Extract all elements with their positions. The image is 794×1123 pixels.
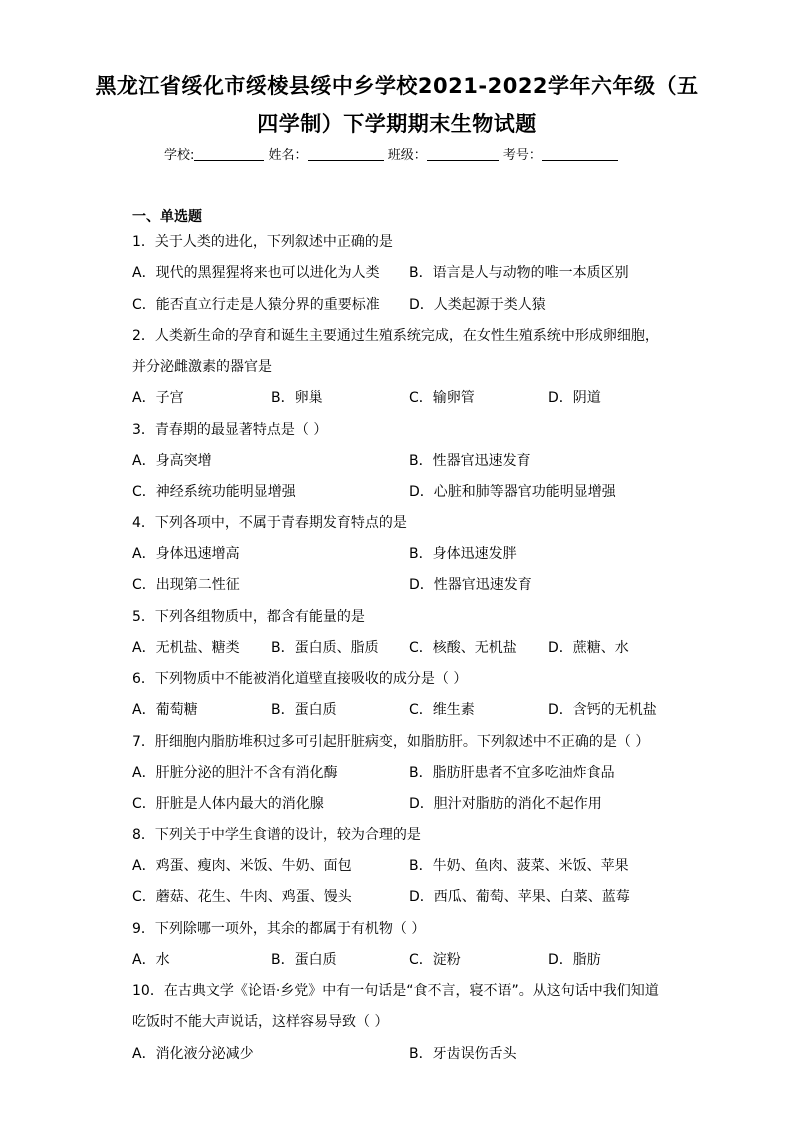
- option-a: A．水: [132, 952, 170, 968]
- option-b: B．蛋白质: [271, 952, 337, 968]
- option-c: C．蘑菇、花生、牛肉、鸡蛋、馒头: [132, 889, 352, 905]
- question-stem: 3．青春期的最显著特点是（ ）: [132, 422, 328, 438]
- option-b: B．身体迅速发胖: [409, 546, 517, 562]
- exam-no-label: 考号：: [502, 148, 542, 163]
- title-line-1: 黑龙江省绥化市绥棱县绥中乡学校2021-2022学年六年级（五: [95, 74, 699, 98]
- option-a: A．肝脏分泌的胆汁不含有消化酶: [132, 765, 338, 781]
- option-d: D．人类起源于类人猿: [409, 297, 546, 313]
- question-stem: 1．关于人类的进化，下列叙述中正确的是: [132, 234, 393, 250]
- option-b: B．卵巢: [271, 390, 323, 406]
- option-c: C．核酸、无机盐: [409, 640, 517, 656]
- option-a: A．鸡蛋、瘦肉、米饭、牛奶、面包: [132, 858, 352, 874]
- name-blank: [308, 147, 384, 161]
- question-stem: 6．下列物质中不能被消化道壁直接吸收的成分是（ ）: [132, 671, 468, 687]
- option-b: B．蛋白质: [271, 702, 337, 718]
- question-stem-continued: 吃饭时不能大声说话，这样容易导致（ ）: [132, 1014, 389, 1030]
- option-c: C．出现第二性征: [132, 577, 240, 593]
- question-stem: 9．下列除哪一项外，其余的都属于有机物（ ）: [132, 921, 426, 937]
- option-d: D．心脏和肺等器官功能明显增强: [409, 484, 616, 500]
- option-a: A．葡萄糖: [132, 702, 198, 718]
- option-b: B．牛奶、鱼肉、菠菜、米饭、苹果: [409, 858, 629, 874]
- option-b: B．脂肪肝患者不宜多吃油炸食品: [409, 765, 615, 781]
- class-blank: [427, 147, 499, 161]
- name-label: 姓名：: [268, 148, 308, 163]
- title-line-2: 四学制）下学期期末生物试题: [257, 112, 537, 136]
- option-d: D．胆汁对脂肪的消化不起作用: [409, 796, 602, 812]
- option-a: A．无机盐、糖类: [132, 640, 240, 656]
- option-d: D．阴道: [548, 390, 601, 406]
- exam-no-blank: [542, 147, 618, 161]
- option-c: C．肝脏是人体内最大的消化腺: [132, 796, 324, 812]
- option-a: A．现代的黑猩猩将来也可以进化为人类: [132, 265, 380, 281]
- option-a: A．身高突增: [132, 453, 212, 469]
- option-d: D．蔗糖、水: [548, 640, 629, 656]
- option-c: C．维生素: [409, 702, 475, 718]
- school-blank: [194, 147, 264, 161]
- option-c: C．能否直立行走是人猿分界的重要标准: [132, 297, 380, 313]
- option-c: C．神经系统功能明显增强: [132, 484, 296, 500]
- option-d: D．性器官迅速发育: [409, 577, 532, 593]
- option-c: C．输卵管: [409, 390, 475, 406]
- question-stem: 7．肝细胞内脂肪堆积过多可引起肝脏病变，如脂肪肝。下列叙述中不正确的是（ ）: [132, 734, 650, 750]
- question-stem: 5．下列各组物质中，都含有能量的是: [132, 609, 365, 625]
- section-title: 一、单选题: [132, 209, 202, 225]
- student-info-row: [164, 144, 618, 163]
- question-stem: 2．人类新生命的孕育和诞生主要通过生殖系统完成，在女性生殖系统中形成卵细胞，: [132, 328, 659, 344]
- class-label: 班级：: [387, 148, 427, 163]
- option-d: D．含钙的无机盐: [548, 702, 657, 718]
- question-stem: 8．下列关于中学生食谱的设计，较为合理的是: [132, 827, 421, 843]
- option-c: C．淀粉: [409, 952, 461, 968]
- question-stem-continued: 并分泌雌激素的器官是: [132, 359, 272, 375]
- option-b: B．蛋白质、脂质: [271, 640, 379, 656]
- option-a: A．身体迅速增高: [132, 546, 240, 562]
- question-stem: 10．在古典文学《论语·乡党》中有一句话是“食不言，寝不语”。从这句话中我们知道: [132, 983, 659, 999]
- option-b: B．性器官迅速发育: [409, 453, 531, 469]
- option-a: A．消化液分泌减少: [132, 1046, 254, 1062]
- option-d: D．西瓜、葡萄、苹果、白菜、蓝莓: [409, 889, 630, 905]
- option-b: B．牙齿误伤舌头: [409, 1046, 517, 1062]
- option-b: B．语言是人与动物的唯一本质区别: [409, 265, 629, 281]
- option-d: D．脂肪: [548, 952, 601, 968]
- question-stem: 4．下列各项中，不属于青春期发育特点的是: [132, 515, 407, 531]
- option-a: A．子宫: [132, 390, 184, 406]
- school-label: 学校:: [164, 148, 195, 163]
